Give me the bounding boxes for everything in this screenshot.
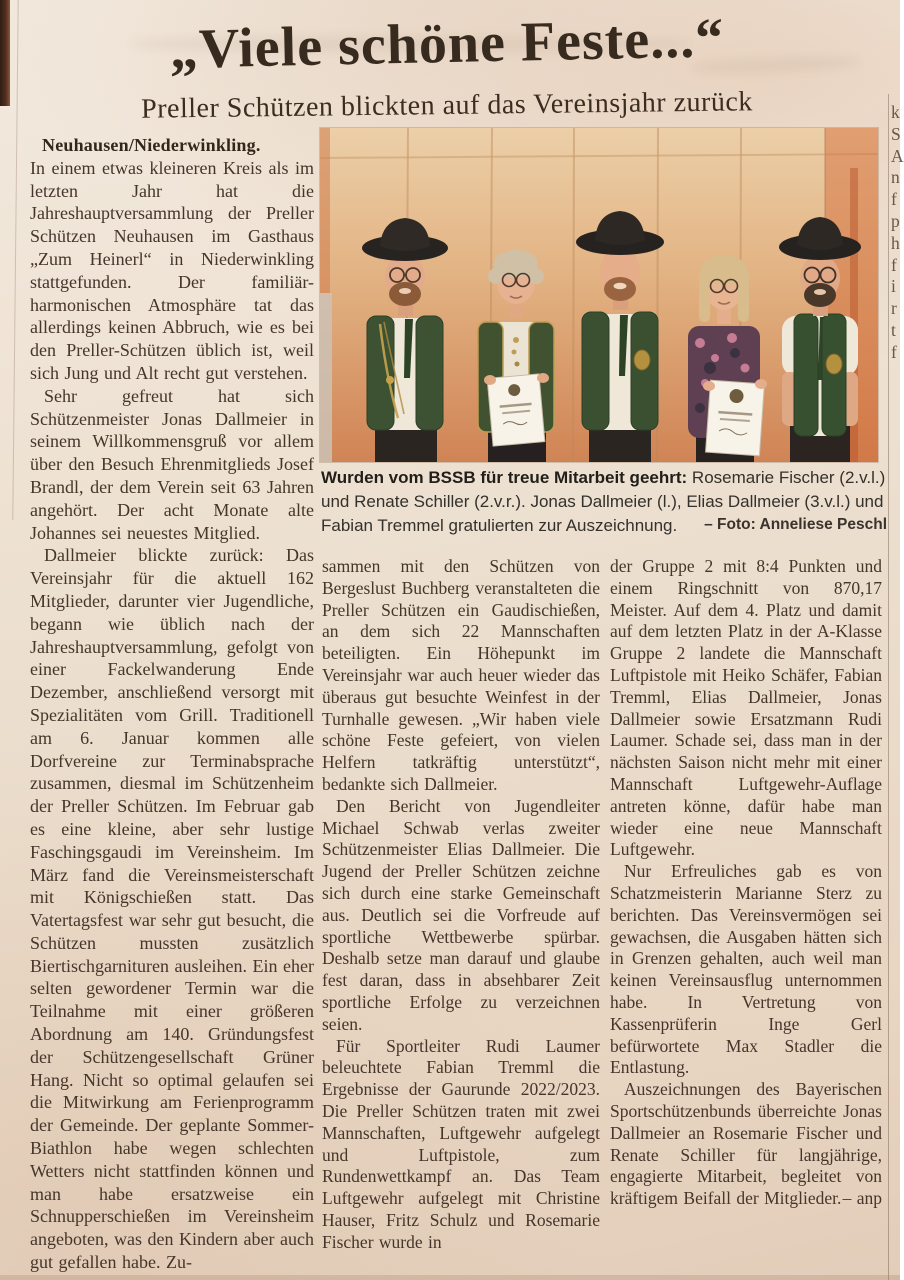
article-paragraph: Den Bericht von Jugendleiter Michael Schwab verlas zweiter Schützenmeister Elias Dallmeier. Die Jugend der Preller Schützen zeichne sich durch eine starke Gemeinschaft aus. Deutlich sei die Vorfreude auf sportliche Wettbewerbe spürbar. Deshalb setze man darauf und glaube fest daran, dass in absehbarer Zeit sportliche Erfolge zu verzeichnen seien. <box>322 795 600 1034</box>
certificate <box>706 380 765 456</box>
letter-fragment: f <box>891 254 897 275</box>
article-paragraph: Nur Erfreuliches gab es von Schatzmeisterin Marianne Sterz zu berichten. Das Vereinsvermögen sei gewachsen, die Ausgaben hätten sich in Grenzen gehalten, auch weil man keinen Vereinsausflug unternommen habe. In Vertretung von Kassenprüferin Inge Gerl befürwortete Max Stadler die Entlastung. <box>610 861 882 1078</box>
article-column-2 <box>322 556 600 1254</box>
letter-fragment: f <box>891 189 897 210</box>
article-headline: „Viele schöne Feste...“ <box>169 7 725 81</box>
letter-fragment <box>0 111 6 127</box>
column-rule <box>888 94 889 1280</box>
caption-lead: Wurden vom BSSB für treue Mitarbeit geehrt: <box>321 468 688 487</box>
article-paragraph: der Gruppe 2 mit 8:4 Punkten und einem Ringschnitt von 870,17 Meister. Auf dem 4. Platz und damit auf dem letzten Platz in der A-Klasse Gruppe 2 landete die Mannschaft Luftpistole mit Heiko Schäfer, Fabian Tremml, Elias Dallmeier, Jonas Dallmeier sowie Ersatzmann Rudi Laumer. Schade sei, dass man in der nächsten Saison nicht mehr mit einer Mannschaft Luftgewehr-Auflage antreten könne, dafür habe man wieder eine neue Mannschaft Luftgewehr. <box>610 556 882 860</box>
photo-credit: – Foto: Anneliese Peschl <box>704 516 887 533</box>
adjacent-page-edge <box>0 0 10 106</box>
letter-fragment: k <box>891 102 900 122</box>
certificate <box>487 374 545 446</box>
article-paragraph: Dallmeier blickte zurück: Das Vereinsjahr für die aktuell 162 Mitglieder, darunter vier Jugendliche, begann wie üblich nach der Jahreshauptversammlung, gefolgt von einer Fackelwanderung Ende Dezember, anschließend versorgt mit Spezialitäten vom Grill. Traditionell am 6. Januar kommen alle Dorfvereine zur Terminabsprache zusammen, diesmal im Schützenheim der Preller Schützen. Im Februar gab es eine kleine, aber sehr lustige Faschingsgaudi im Vereinsheim. Im März fand die Vereinsmeisterschaft mit Königschießen statt. Das Vatertagsfest war sehr gut besucht, die Schützen mussten zusätzlich Biertischgarnituren ausleihen. Ein eher selten gewordener Termin war die Teilnahme mit einer größeren Abordnung am 140. Gründungsfest der Schützengesellschaft Grüner Hang. Nicht so optimal gelaufen sei die Mitwirkung am Ferienprogramm der Gemeinde. Der geplante Sommer-Biathlon habe wegen schlechten Wetters nicht stattfinden können und man habe ersatzweise ein Schnupperschießen im Vereinsheim angeboten, was den Kindern aber auch gut gefallen habe. Zu- <box>30 545 314 1273</box>
letter-fragment: A <box>891 145 904 166</box>
person-jonas-dallmeier <box>362 218 448 462</box>
author-signature: – anp <box>842 1188 882 1209</box>
adjacent-column-fragments-left <box>0 111 6 143</box>
letter-fragment: S <box>891 123 901 144</box>
page-edge-shadow <box>0 1275 900 1280</box>
paper-fold-line <box>12 0 18 520</box>
letter-fragment: i <box>891 276 896 297</box>
letter-fragment: r <box>891 298 897 319</box>
article-paragraph: Für Sportleiter Rudi Laumer beleuchtete Fabian Tremml die Ergebnisse der Gaurunde 2022/2023. Die Preller Schützen traten mit zwei Mannschaften, Luftgewehr aufgelegt und Luftpistole, zum Rundenwettkampf an. Das Team Luftgewehr aufgelegt mit Christine Hauser, Fritz Schulz und Rosemarie Fischer wurde in <box>322 1035 600 1252</box>
article-column-1 <box>30 134 314 1274</box>
letter-fragment <box>0 127 6 143</box>
person-fabian-tremmel <box>779 217 861 462</box>
letter-fragment: p <box>891 210 900 231</box>
person-elias-dallmeier <box>576 211 664 462</box>
article-subheadline: Preller Schützen blickten auf das Vereinsjahr zurück <box>140 86 754 125</box>
article-paragraph: Neuhausen/Niederwinkling. In einem etwas kleineren Kreis als im letzten Jahr hat die Jahreshauptversammlung der Preller Schützen Neuhausen im Gasthaus „Zum Heinerl“ in Niederwinkling stattgefunden. Der familiär-harmonischen Atmosphäre tat das allerdings keinen Abbruch, wie es bei den Preller-Schützen üblich ist, weil sich Jung und Alt recht gut verstehen. <box>30 135 314 383</box>
article-paragraph: sammen mit den Schützen von Bergeslust Buchberg veranstalteten die Preller Schützen ein Gaudischießen, an dem sich 22 Mannschaften beteiligten. Ein Höhepunkt im Vereinsjahr war auch heuer wieder das überaus gut besuchte Weinfest in der Turnhalle gewesen. „Wir haben viele schöne Feste gefeiert, von vielen Helfern tatkräftig unterstützt“, bedankte sich Dallmeier. <box>322 556 600 794</box>
photo-caption <box>321 466 889 538</box>
article-column-3 <box>610 556 882 1210</box>
letter-fragment: n <box>891 167 900 188</box>
article-photo <box>320 128 878 462</box>
group-photo-illustration <box>320 128 878 462</box>
dateline: Neuhausen/Niederwinkling. <box>42 135 261 155</box>
letter-fragment: h <box>891 232 900 253</box>
adjacent-column-fragments <box>891 102 904 364</box>
letter-fragment: t <box>891 319 896 340</box>
article-paragraph: Auszeichnungen des Bayerischen Sportschützenbunds überreichte Jonas Dallmeier an Rosemarie Fischer und Renate Schiller für langjährige, engagierte Mitarbeit, begleitet von kräftigem Beifall der Mitglieder. – anp <box>610 1079 882 1209</box>
caption-text: Rosemarie Fischer (2.v.l.) und Renate Schiller (2.v.r.). Jonas Dallmeier (l.), Elias Dallmeier (3.v.l.) und Fabian Tremmel gratulierten zur Auszeichnung. <box>321 468 886 535</box>
article-paragraph: Sehr gefreut hat sich Schützenmeister Jonas Dallmeier in seinem Willkommensgruß vor allem über den Besuch Ehrenmitglieds Josef Brandl, der dem Verein seit 63 Jahren angehört. Der acht Monate alte Johannes sei neuestes Mitglied. <box>30 385 314 543</box>
letter-fragment: f <box>891 341 897 362</box>
